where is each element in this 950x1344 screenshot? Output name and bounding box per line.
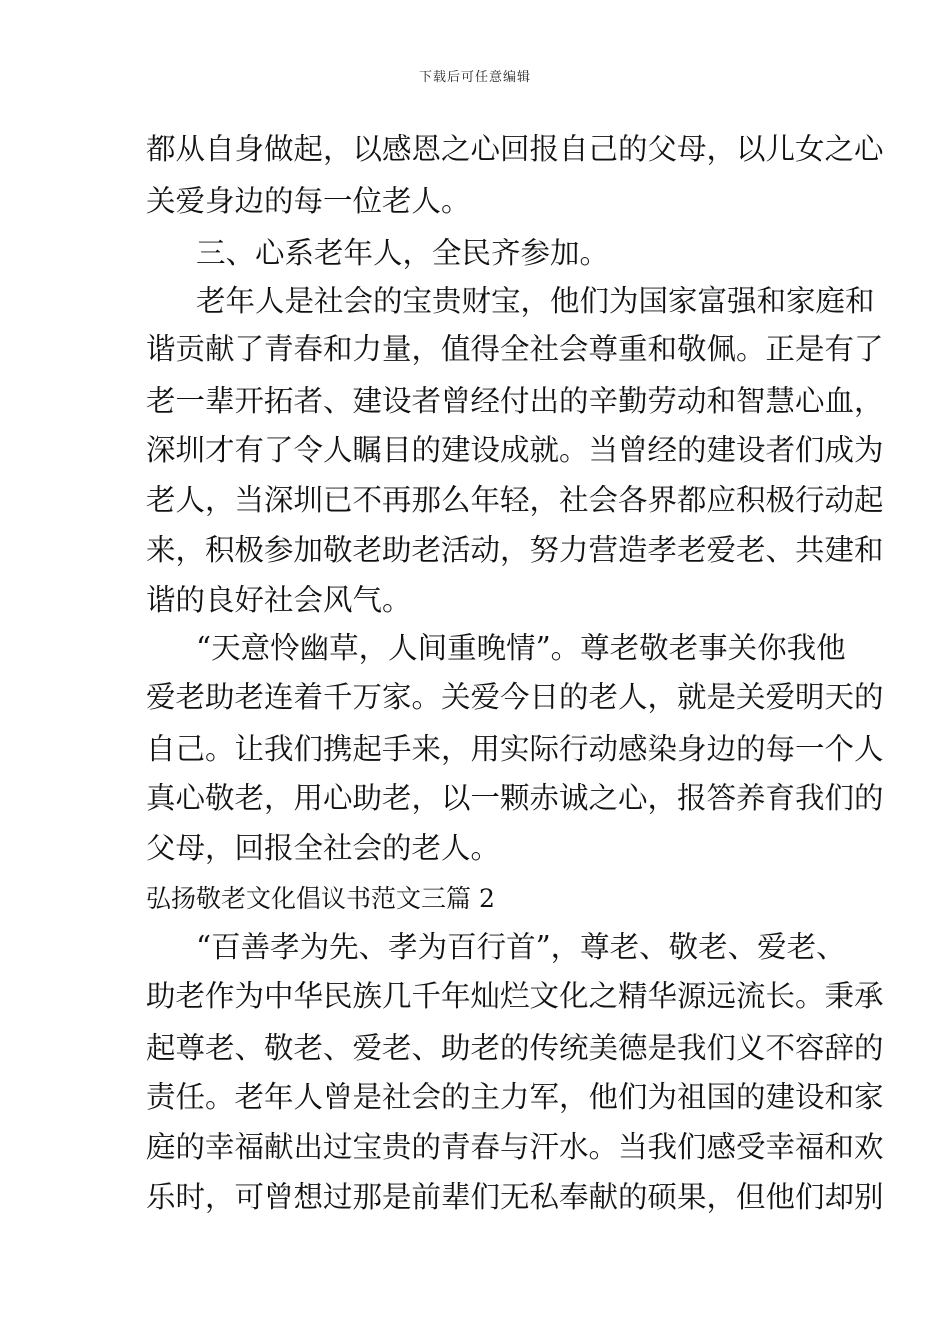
text-line: 父母，回报全社会的老人。 [146, 831, 501, 865]
text-line: 老一辈开拓者、建设者曾经付出的辛勤劳动和智慧心血， [146, 384, 884, 418]
text-line: 来，积极参加敬老助老活动，努力营造孝老爱老、共建和 [146, 533, 884, 567]
text-line: 爱老助老连着千万家。关爱今日的老人，就是关爱明天的 [146, 680, 884, 714]
text-line: 关爱身边的每一位老人。 [146, 184, 471, 218]
text-line: 老人，当深圳已不再那么年轻，社会各界都应积极行动起 [146, 483, 884, 517]
text-line: 真心敬老，用心助老，以一颗赤诚之心，报答养育我们的 [146, 781, 884, 815]
text-line: 责任。老年人曾是社会的主力军，他们为祖国的建设和家 [146, 1080, 884, 1114]
text-line: 谐的良好社会风气。 [146, 583, 412, 617]
page-header: 下载后可任意编辑 [418, 70, 531, 85]
text-line: 助老作为中华民族几千年灿烂文化之精华源远流长。秉承 [146, 979, 884, 1013]
text-line: 自己。让我们携起手来，用实际行动感染身边的每一个人 [146, 732, 884, 766]
text-line: 三、心系老年人，全民齐参加。 [196, 236, 610, 270]
text-line: 乐时，可曾想过那是前辈们无私奉献的硕果，但他们却别 [146, 1180, 884, 1214]
text-line: “天意怜幽草，人间重晚情”。尊老敬老事关你我他 [196, 631, 846, 665]
text-line: “百善孝为先、孝为百行首”，尊老、敬老、爱老、 [196, 930, 846, 964]
text-line: 谐贡献了青春和力量，值得全社会尊重和敬佩。正是有了 [146, 332, 884, 366]
text-line: 起尊老、敬老、爱老、助老的传统美德是我们义不容辞的 [146, 1031, 884, 1065]
section-heading: 弘扬敬老文化倡议书范文三篇 2 [146, 884, 495, 913]
text-line: 庭的幸福献出过宝贵的青春与汗水。当我们感受幸福和欢 [146, 1130, 884, 1164]
text-line: 深圳才有了令人瞩目的建设成就。当曾经的建设者们成为 [146, 433, 884, 467]
text-line: 老年人是社会的宝贵财宝，他们为国家富强和家庭和 [196, 284, 875, 318]
text-line: 都从自身做起，以感恩之心回报自己的父母，以儿女之心 [146, 132, 884, 166]
